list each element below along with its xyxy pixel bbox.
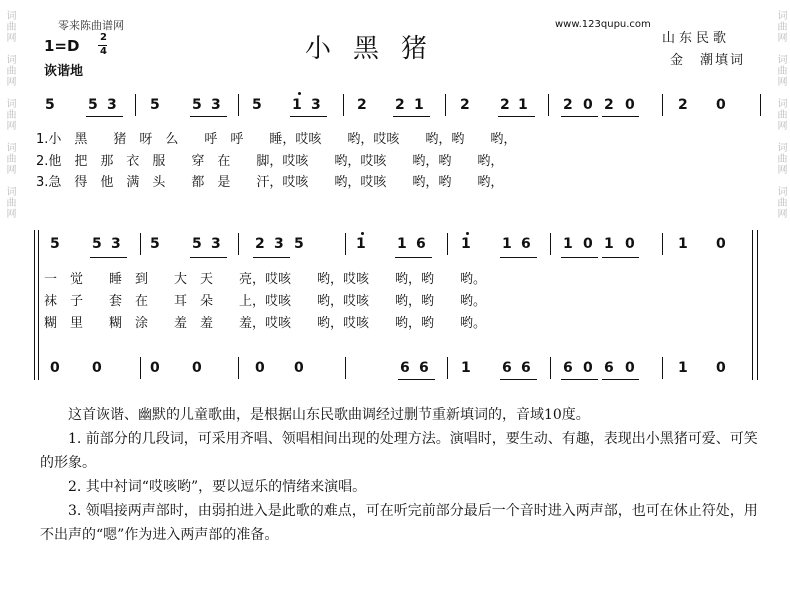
beam-line [602, 257, 639, 258]
jianpu-note: 5 [150, 97, 160, 113]
jianpu-note: 1 [414, 97, 424, 113]
jianpu-note: 6 [521, 236, 531, 252]
jianpu-note: 6 [502, 360, 512, 376]
bar-line [140, 357, 141, 379]
beam-line [190, 257, 227, 258]
beam-line [190, 116, 227, 117]
jianpu-note: 2 [563, 97, 573, 113]
lyric-line: 一 觉 睡 到 大 天 亮，哎咳 哟，哎咳 哟，哟 哟。 [44, 272, 487, 287]
site-url: www.123qupu.com [555, 19, 651, 30]
jianpu-note: 5 [252, 97, 262, 113]
jianpu-note: 1 [292, 97, 302, 113]
final-bar [757, 230, 758, 380]
beam-line [90, 257, 127, 258]
jianpu-note: 3 [111, 236, 121, 252]
bar-line [238, 233, 239, 255]
beam-line [86, 116, 123, 117]
lyric-line: 2.他 把 那 衣 服 穿 在 脚，哎咳 哟，哎咳 哟，哟 哟， [36, 154, 504, 169]
jianpu-note: 0 [92, 360, 102, 376]
final-bar [752, 230, 753, 380]
jianpu-note: 0 [625, 360, 635, 376]
jianpu-note: 5 [294, 236, 304, 252]
jianpu-note: 5 [150, 236, 160, 252]
octave-dot [466, 232, 469, 235]
performance-notes [40, 403, 760, 547]
jianpu-note: 2 [604, 97, 614, 113]
bar-line [447, 357, 448, 379]
jianpu-note: 1 [604, 236, 614, 252]
jianpu-note: 0 [625, 97, 635, 113]
bar-line [662, 357, 663, 379]
beam-line [561, 116, 598, 117]
lyric-line: 袜 子 套 在 耳 朵 上，哎咳 哟，哎咳 哟，哟 哟。 [44, 294, 487, 309]
time-top: 2 [100, 32, 107, 43]
tempo-marking: 诙谐地 [44, 64, 84, 79]
jianpu-note: 6 [419, 360, 429, 376]
bar-line [238, 357, 239, 379]
note-paragraph: 这首诙谐、幽默的儿童歌曲，是根据山东民歌曲调经过删节重新填词的，音域10度。 [68, 407, 590, 423]
lyric-line: 1.小 黑 猪 呀 么 呼 呼 睡，哎咳 哟，哎咳 哟，哟 哟， [36, 132, 517, 147]
jianpu-note: 0 [150, 360, 160, 376]
watermark-right: 词曲网 词曲网 词曲网 词曲网 词曲网 [775, 10, 786, 219]
note-paragraph: 1. 前部分的几段词，可采用齐唱、领唱相间出现的处理方法。演唱时，要生动、有趣，表现出小黑猪可爱、可笑的形象。 [40, 431, 758, 471]
jianpu-note: 1 [356, 236, 366, 252]
bar-line [760, 94, 761, 116]
bar-line [238, 94, 239, 116]
beam-line [393, 116, 430, 117]
jianpu-note: 6 [400, 360, 410, 376]
jianpu-note: 0 [255, 360, 265, 376]
bar-line [548, 94, 549, 116]
bar-line [550, 233, 551, 255]
bar-line [662, 233, 663, 255]
jianpu-note: 1 [518, 97, 528, 113]
jianpu-note: 5 [192, 97, 202, 113]
jianpu-note: 1 [563, 236, 573, 252]
brace-line [34, 230, 35, 380]
jianpu-note: 0 [583, 360, 593, 376]
beam-line [500, 379, 537, 380]
jianpu-note: 0 [583, 97, 593, 113]
watermark-left: 词曲网 词曲网 词曲网 词曲网 词曲网 [4, 10, 15, 219]
jianpu-note: 0 [50, 360, 60, 376]
beam-line [395, 257, 432, 258]
jianpu-note: 2 [500, 97, 510, 113]
jianpu-note: 1 [678, 236, 688, 252]
beam-line [500, 257, 537, 258]
bar-line [445, 94, 446, 116]
bar-line [345, 357, 346, 379]
note-paragraph: 3. 领唱接两声部时，由弱拍进入是此歌的难点，可在听完前部分最后一个音时进入两声部，也可在休止符处，用不出声的“嗯”作为进入两声部的准备。 [40, 503, 758, 543]
beam-line [398, 379, 435, 380]
jianpu-note: 3 [211, 236, 221, 252]
bar-line [135, 94, 136, 116]
beam-line [602, 116, 639, 117]
jianpu-note: 0 [583, 236, 593, 252]
song-title: 小黑猪 [305, 34, 450, 64]
jianpu-note: 1 [397, 236, 407, 252]
song-origin: 山东民歌 [662, 31, 731, 46]
beam-line [253, 257, 290, 258]
bar-line [662, 94, 663, 116]
jianpu-note: 5 [50, 236, 60, 252]
beam-line [498, 116, 535, 117]
jianpu-note: 5 [92, 236, 102, 252]
octave-dot [298, 92, 301, 95]
jianpu-note: 3 [311, 97, 321, 113]
brace-line [38, 230, 39, 380]
jianpu-note: 2 [460, 97, 470, 113]
beam-line [561, 257, 598, 258]
jianpu-note: 0 [625, 236, 635, 252]
bar-line [447, 233, 448, 255]
jianpu-note: 5 [88, 97, 98, 113]
bar-line [140, 233, 141, 255]
lyricist: 金 潮填词 [670, 53, 746, 68]
lyric-line: 3.急 得 他 满 头 都 是 汗，哎咳 哟，哎咳 哟，哟 哟， [36, 175, 504, 190]
jianpu-note: 1 [461, 236, 471, 252]
jianpu-note: 0 [716, 360, 726, 376]
time-bottom: 4 [100, 46, 107, 57]
jianpu-note: 5 [45, 97, 55, 113]
octave-dot [361, 232, 364, 235]
jianpu-note: 2 [255, 236, 265, 252]
bar-line [345, 233, 346, 255]
bar-line [343, 94, 344, 116]
beam-line [602, 379, 639, 380]
jianpu-note: 2 [395, 97, 405, 113]
jianpu-note: 3 [274, 236, 284, 252]
jianpu-note: 1 [502, 236, 512, 252]
jianpu-note: 1 [461, 360, 471, 376]
jianpu-note: 5 [192, 236, 202, 252]
jianpu-note: 3 [211, 97, 221, 113]
jianpu-note: 6 [604, 360, 614, 376]
jianpu-note: 6 [521, 360, 531, 376]
jianpu-note: 6 [563, 360, 573, 376]
jianpu-note: 6 [416, 236, 426, 252]
jianpu-note: 2 [678, 97, 688, 113]
lyric-line: 糊 里 糊 涂 羞 羞 羞，哎咳 哟，哎咳 哟，哟 哟。 [44, 316, 487, 331]
jianpu-note: 0 [192, 360, 202, 376]
jianpu-note: 2 [357, 97, 367, 113]
bar-line [550, 357, 551, 379]
jianpu-note: 0 [294, 360, 304, 376]
beam-line [561, 379, 598, 380]
beam-line [290, 116, 327, 117]
jianpu-note: 3 [107, 97, 117, 113]
jianpu-note: 0 [716, 236, 726, 252]
note-paragraph: 2. 其中衬词“哎咳哟”，要以逗乐的情绪来演唱。 [68, 479, 367, 495]
jianpu-note: 1 [678, 360, 688, 376]
site-label: 零来陈曲谱网 [58, 19, 124, 32]
jianpu-note: 0 [716, 97, 726, 113]
key-signature: 1=D [44, 37, 80, 55]
